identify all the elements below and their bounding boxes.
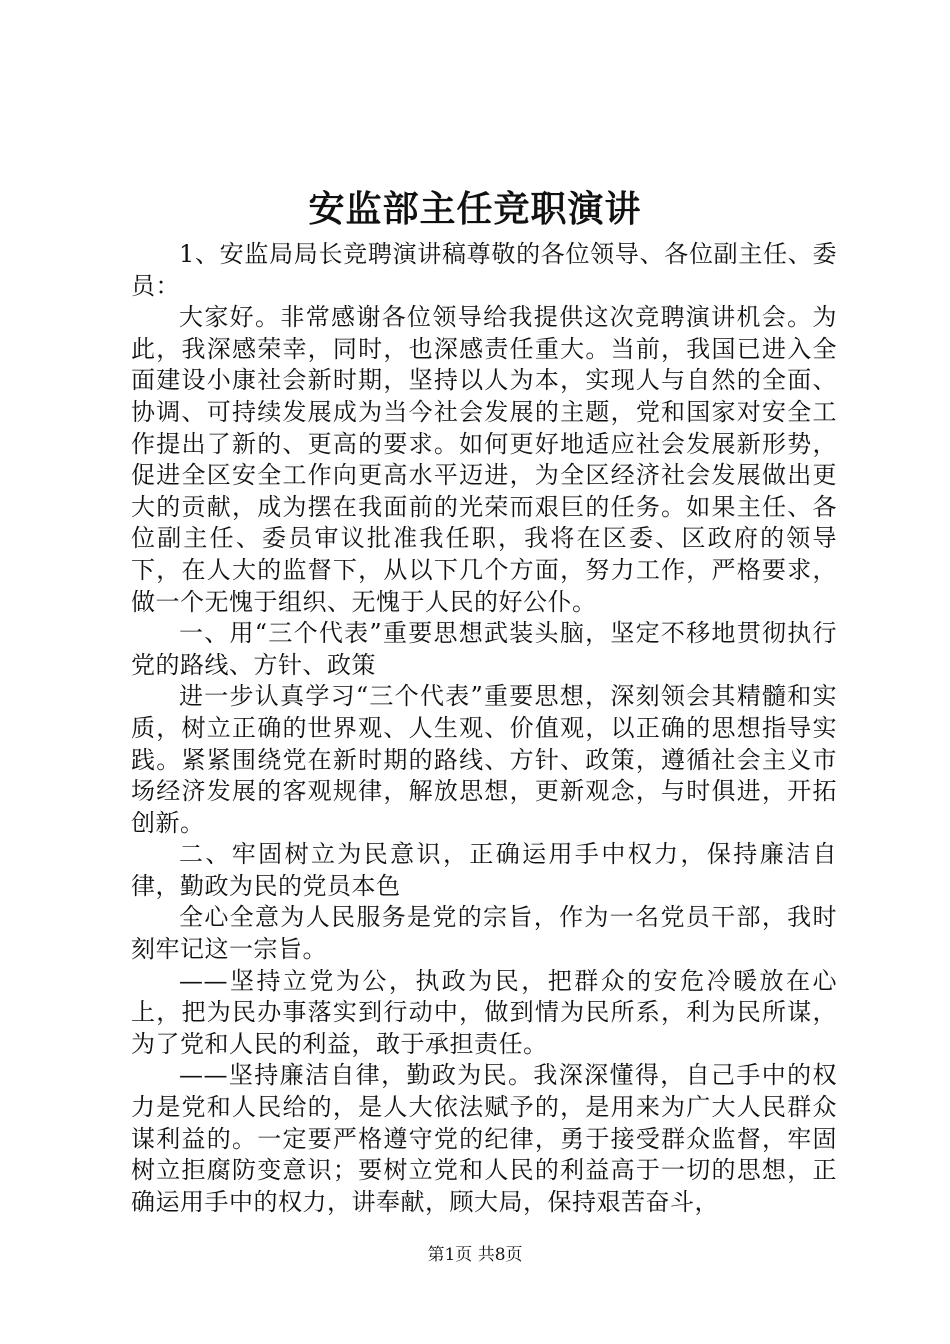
paragraph: ——坚持廉洁自律，勤政为民。我深深懂得，自己手中的权力是党和人民给的，是人大依法赋予的，是用来为广大人民群众谋利益的。一定要严格遵守党的纪律，勇于接受群众监督，牢固树立拒腐防变意识；要树立党和人民的利益高于一切的思想，正确运用手中的权力，讲奉献，顾大局，保持艰苦奋斗， (131, 1061, 837, 1216)
paragraph: 1、安监局局长竞聘演讲稿尊敬的各位领导、各位副主任、委员： (131, 240, 837, 300)
paragraph: 大家好。非常感谢各位领导给我提供这次竞聘演讲机会。为此，我深感荣幸，同时，也深感责任重大。当前，我国已进入全面建设小康社会新时期，坚持以人为本，实现人与自然的全面、协调、可持续发展成为当今社会发展的主题，党和国家对安全工作提出了新的、更高的要求。如何更好地适应社会发展新形势，促进全区安全工作向更高水平迈进，为全区经济社会发展做出更大的贡献，成为摆在我面前的光荣而艰巨的任务。如果主任、各位副主任、委员审议批准我任职，我将在区委、区政府的领导下，在人大的监督下，从以下几个方面，努力工作，严格要求，做一个无愧于组织、无愧于人民的好公仆。 (131, 303, 837, 616)
paragraph: 进一步认真学习“三个代表”重要思想，深刻领会其精髓和实质，树立正确的世界观、人生观、价值观，以正确的思想指导实践。紧紧围绕党在新时期的路线、方针、政策，遵循社会主义市场经济发展的客观规律，解放思想，更新观念，与时俱进，开拓创新。 (131, 682, 837, 837)
section-heading: 二、牢固树立为民意识，正确运用手中权力，保持廉洁自律，勤政为民的党员本色 (131, 840, 837, 900)
paragraph: 全心全意为人民服务是党的宗旨，作为一名党员干部，我时刻牢记这一宗旨。 (131, 903, 837, 964)
document-body (131, 239, 837, 1218)
paragraph: ——坚持立党为公，执政为民，把群众的安危冷暖放在心上，把为民办事落实到行动中，做到情为民所系，利为民所谋，为了党和人民的利益，敢于承担责任。 (131, 966, 837, 1058)
document-title: 安监部主任竞职演讲 (308, 188, 642, 230)
page-footer: 第1页 共8页 (427, 1245, 523, 1265)
section-heading: 一、用“三个代表”重要思想武装头脑，坚定不移地贯彻执行党的路线、方针、政策 (131, 619, 837, 679)
